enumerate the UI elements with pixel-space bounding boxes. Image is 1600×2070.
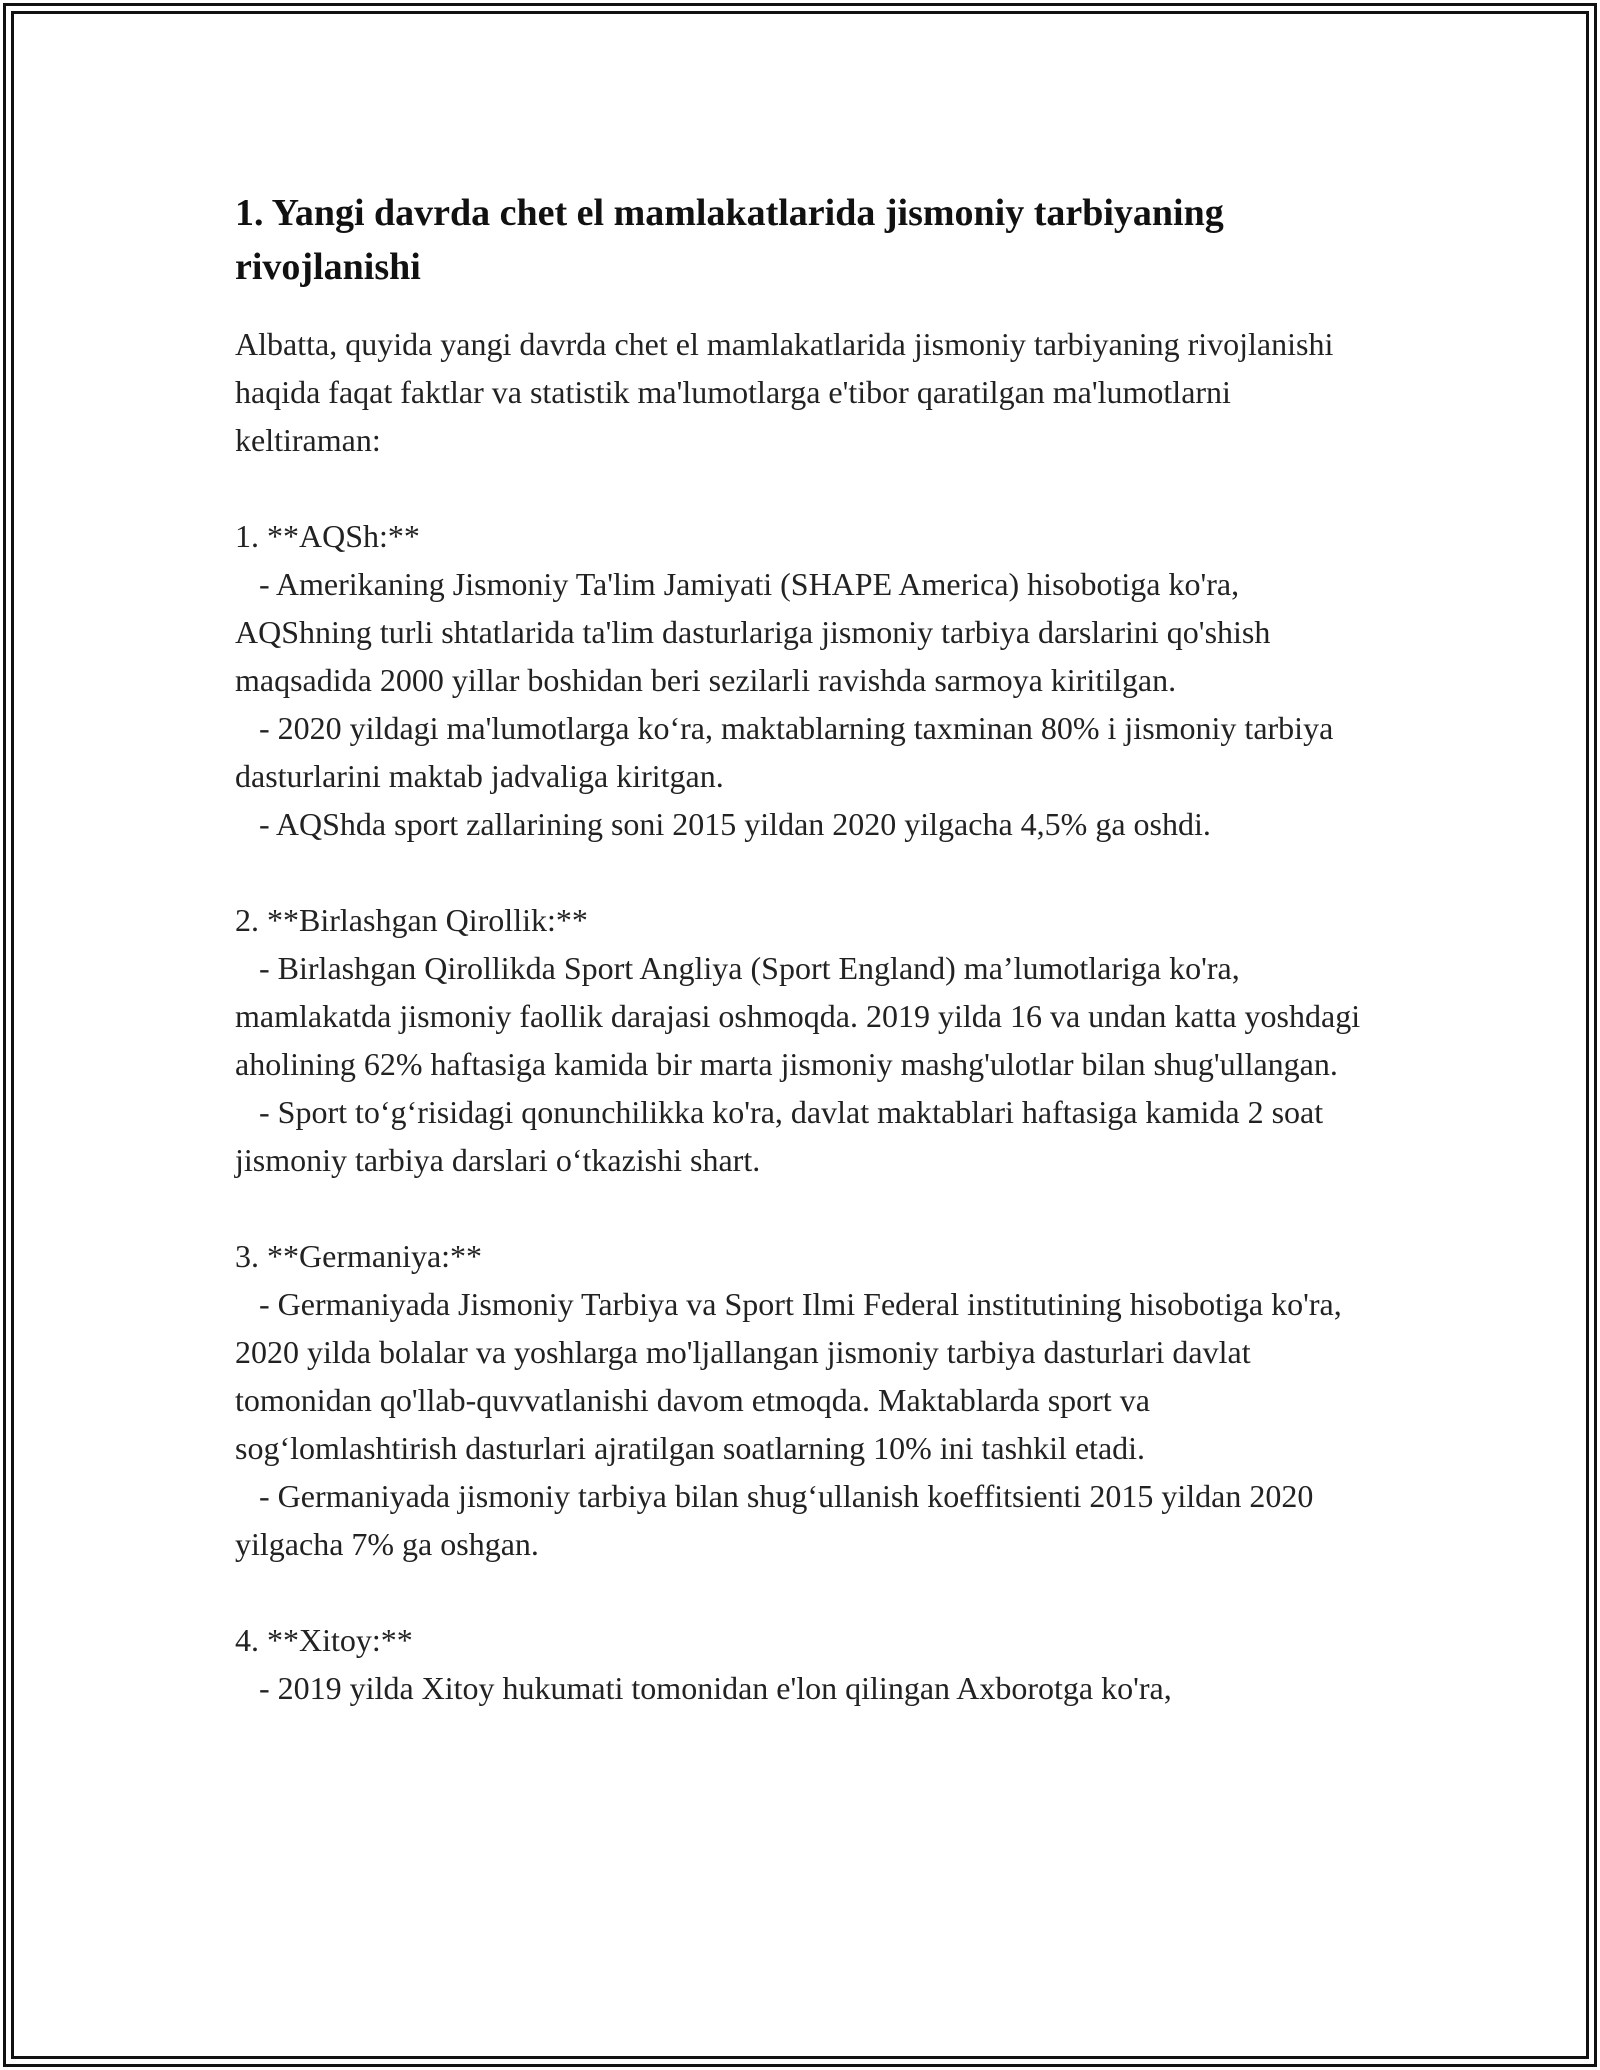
spacer xyxy=(235,848,1375,896)
list-item: - 2019 yilda Xitoy hukumati tomonidan e'lon qilingan Axborotga ko'ra, xyxy=(235,1670,1172,1706)
section-usa xyxy=(235,512,1375,848)
list-item: - Amerikaning Jismoniy Ta'lim Jamiyati (SHAPE America) hisobotiga ko'ra, AQShning turli shtatlarida ta'lim dasturlariga jismoniy tarbiya darslarini qo'shish maqsadida 2000 yillar boshidan beri sezilarli ravishda sarmoya kiritilgan. xyxy=(235,566,1279,698)
document-body xyxy=(235,186,1375,1712)
list-item: - Germaniyada Jismoniy Tarbiya va Sport Ilmi Federal institutining hisobotiga ko'ra, 2020 yilda bolalar va yoshlarga mo'ljallangan jismoniy tarbiya dasturlari davlat tomonidan qo'llab-quvvatlanishi davom etmoqda. Maktablarda sport va sogʻlomlashtirish dasturlari ajratilgan soatlarning 10% ini tashkil etadi. xyxy=(235,1286,1350,1466)
list-item: - Germaniyada jismoniy tarbiya bilan shugʻullanish koeffitsienti 2015 yildan 2020 yilgacha 7% ga oshgan. xyxy=(235,1478,1322,1562)
section-heading: 2. **Birlashgan Qirollik:** xyxy=(235,902,588,938)
list-item: - Sport toʻgʻrisidagi qonunchilikka ko'ra, davlat maktablari haftasiga kamida 2 soat jismoniy tarbiya darslari oʻtkazishi shart. xyxy=(235,1094,1332,1178)
page-title: 1. Yangi davrda chet el mamlakatlarida jismoniy tarbiyaning rivojlanishi xyxy=(235,192,1224,288)
list-item: - AQShda sport zallarining soni 2015 yildan 2020 yilgacha 4,5% ga oshdi. xyxy=(235,806,1211,842)
section-heading: 3. **Germaniya:** xyxy=(235,1238,483,1274)
spacer xyxy=(235,464,1375,512)
section-united-kingdom xyxy=(235,896,1375,1184)
spacer xyxy=(235,1184,1375,1232)
list-item: - 2020 yildagi ma'lumotlarga koʻra, maktablarning taxminan 80% i jismoniy tarbiya dasturlarini maktab jadvaliga kiritgan. xyxy=(235,710,1342,794)
section-germany xyxy=(235,1232,1375,1568)
section-china xyxy=(235,1616,1375,1712)
intro-paragraph: Albatta, quyida yangi davrda chet el mamlakatlarida jismoniy tarbiyaning rivojlanishi haqida faqat faktlar va statistik ma'lumotlarga e'tibor qaratilgan ma'lumotlarni keltiraman: xyxy=(235,326,1342,458)
section-heading: 4. **Xitoy:** xyxy=(235,1622,413,1658)
section-heading: 1. **AQSh:** xyxy=(235,518,420,554)
list-item: - Birlashgan Qirollikda Sport Angliya (Sport England) ma’lumotlariga ko'ra, mamlakatda jismoniy faollik darajasi oshmoqda. 2019 yilda 16 va undan katta yoshdagi aholining 62% haftasiga kamida bir marta jismoniy mashg'ulotlar bilan shug'ullangan. xyxy=(235,950,1369,1082)
spacer xyxy=(235,1568,1375,1616)
